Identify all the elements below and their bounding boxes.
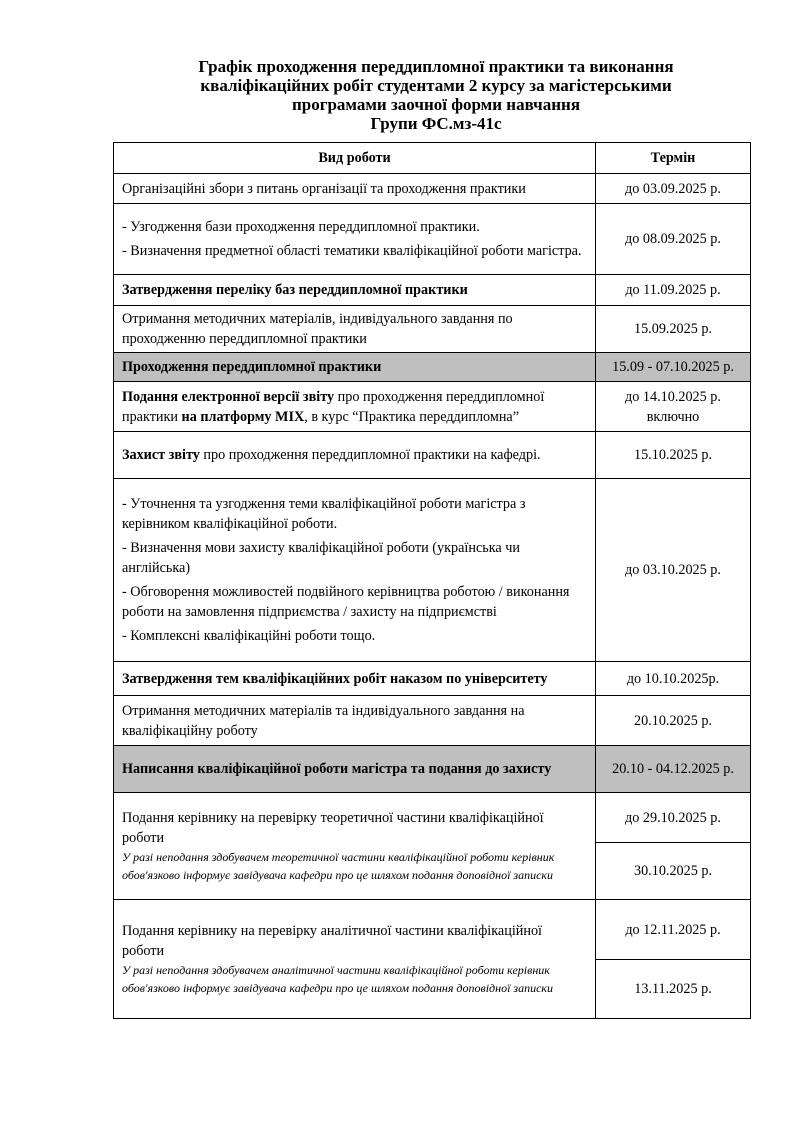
deadline-cell: 20.10.2025 р. [596, 696, 751, 746]
group-line: Групи ФС.мз-41с [370, 114, 502, 133]
deadline-cell: 13.11.2025 р. [596, 960, 751, 1019]
table-row [114, 174, 751, 204]
schedule-table [113, 142, 751, 1019]
title-line-3: програмами заочної форми навчання [291, 95, 581, 114]
work-item: - Узгодження бази проходження переддипломної практики. [122, 219, 480, 235]
deadline-cell: до 08.09.2025 р. [596, 204, 751, 275]
work-text-bold: Затвердження переліку баз переддипломної практики [122, 282, 468, 298]
work-cell [114, 382, 596, 432]
deadline-cell: до 03.10.2025 р. [596, 479, 751, 662]
deadline-cell: 30.10.2025 р. [596, 843, 751, 900]
deadline-cell [596, 382, 751, 432]
work-item: - Уточнення та узгодження теми кваліфікаційної роботи магістра з керівником кваліфікаційної роботи. [122, 496, 526, 532]
work-text: про проходження переддипломної практики [122, 388, 545, 425]
work-item: - Обговорення можливостей подвійного керівництва роботою / виконання роботи на замовлення підприємства / захисту на підприємстві [122, 584, 570, 620]
work-text-bold: Подання електронної версії звіту [122, 388, 335, 405]
work-text: , в курс “Практика переддипломна” [304, 408, 520, 425]
table-row-highlighted [114, 353, 751, 382]
work-text-bold: на платформу MIX [181, 408, 305, 425]
work-cell [114, 746, 596, 793]
work-cell [114, 793, 596, 900]
table-header-row [114, 143, 751, 174]
work-cell: Отримання методичних матеріалів, індивідуального завдання по проходженню переддипломної практики [114, 306, 596, 353]
header-deadline: Термін [596, 143, 751, 174]
deadline-cell: до 10.10.2025р. [596, 662, 751, 696]
table-row [114, 275, 751, 306]
deadline-date: до 14.10.2025 р. [625, 388, 721, 405]
work-cell [114, 353, 596, 382]
work-item: - Комплексні кваліфікаційні роботи тощо. [122, 628, 376, 644]
table-row [114, 382, 751, 432]
title-line-1: Графік проходження переддипломної практики та виконання [198, 57, 674, 76]
deadline-cell: 20.10 - 04.12.2025 р. [596, 746, 751, 793]
table-row [114, 696, 751, 746]
deadline-cell: 15.09.2025 р. [596, 306, 751, 353]
deadline-note: включно [646, 408, 700, 425]
document-title [110, 57, 762, 133]
deadline-cell: до 12.11.2025 р. [596, 900, 751, 960]
work-text-bold: Написання кваліфікаційної роботи магістра та подання до захисту [122, 761, 552, 777]
work-cell [114, 432, 596, 479]
work-item: - Визначення предметної області тематики кваліфікаційної роботи магістра. [122, 243, 582, 259]
table-row-highlighted [114, 746, 751, 793]
work-item: - Визначення мови захисту кваліфікаційної роботи (українська чи англійська) [122, 540, 520, 576]
work-cell: Організаційні збори з питань організації та проходження практики [114, 174, 596, 204]
work-text: Подання керівнику на перевірку теоретичної частини кваліфікаційної роботи [122, 810, 544, 846]
table-row [114, 306, 751, 353]
work-cell [114, 900, 596, 1019]
table-row [114, 793, 751, 843]
table-row [114, 900, 751, 960]
title-line-2: кваліфікаційних робіт студентами 2 курсу за магістерськими [200, 76, 672, 95]
table-row [114, 479, 751, 662]
table-row [114, 432, 751, 479]
work-cell [114, 479, 596, 662]
table-row [114, 662, 751, 696]
work-cell [114, 662, 596, 696]
work-cell [114, 275, 596, 306]
deadline-cell: 15.10.2025 р. [596, 432, 751, 479]
table-row [114, 204, 751, 275]
work-text: Подання керівнику на перевірку аналітичної частини кваліфікаційної роботи [122, 923, 542, 959]
work-cell [114, 204, 596, 275]
deadline-cell: до 29.10.2025 р. [596, 793, 751, 843]
work-text-bold: Захист звіту [122, 447, 200, 463]
work-text-bold: Затвердження тем кваліфікаційних робіт наказом по університету [122, 670, 548, 687]
work-text-bold: Проходження переддипломної практики [122, 359, 382, 375]
deadline-cell: 15.09 - 07.10.2025 р. [596, 353, 751, 382]
header-work-type: Вид роботи [114, 143, 596, 174]
work-note: У разі неподання здобувачем аналітичної частини кваліфікаційної роботи керівник обов'язково інформує завідувача кафедри про це шляхом подання доповідної записки [122, 963, 554, 995]
deadline-cell: до 03.09.2025 р. [596, 174, 751, 204]
work-note: У разі неподання здобувачем теоретичної частини кваліфікаційної роботи керівник обов'язково інформує завідувача кафедри про це шляхом подання доповідної записки [122, 850, 555, 882]
work-text: про проходження переддипломної практики на кафедрі. [199, 447, 541, 463]
work-cell: Отримання методичних матеріалів та індивідуального завдання на кваліфікаційну роботу [114, 696, 596, 746]
deadline-cell: до 11.09.2025 р. [596, 275, 751, 306]
